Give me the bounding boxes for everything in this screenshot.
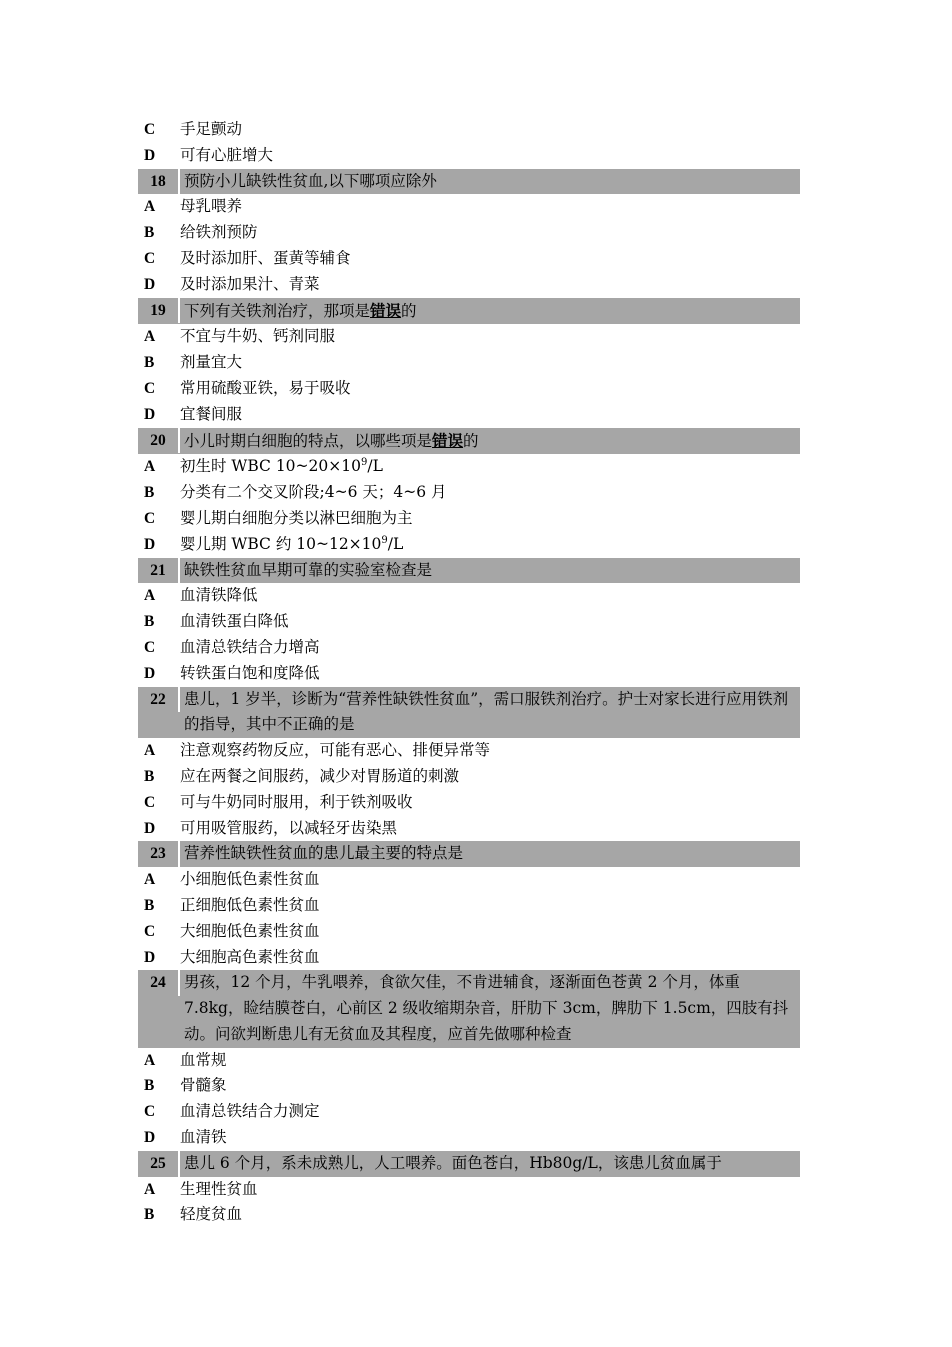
option-letter: C [144, 793, 156, 811]
question-row [138, 169, 800, 195]
option-text: 及时添加果汁、青菜 [180, 274, 320, 293]
option-text: 正细胞低色素性贫血 [180, 895, 320, 914]
option-text: 血清铁降低 [180, 586, 258, 605]
question-text: 患儿 6 个月，系未成熟儿，人工喂养。面色苍白，Hb80g/L，该患儿贫血属于 [184, 1153, 722, 1172]
option-letter: B [144, 1206, 155, 1224]
question-number: 23 [138, 841, 180, 867]
option-letter: D [144, 275, 156, 293]
option-row [138, 480, 800, 506]
text-segment: /L [387, 534, 404, 553]
question-row [138, 1151, 800, 1177]
question-text: 预防小儿缺铁性贫血,以下哪项应除外 [184, 171, 437, 190]
option-text: 婴儿期白细胞分类以淋巴细胞为主 [180, 508, 413, 527]
option-row [138, 1177, 800, 1203]
option-text: 血清铁蛋白降低 [180, 612, 289, 631]
option-letter: A [144, 328, 156, 346]
option-row [138, 376, 800, 402]
option-letter: D [144, 664, 156, 682]
option-letter: A [144, 587, 156, 605]
option-row [138, 1202, 800, 1228]
question-text: 男孩，12 个月，牛乳喂养，食欲欠佳，不肯进辅食，逐渐面色苍黄 2 个月，体重 7.8kg，睑结膜苍白，心前区 2 级收缩期杂音，肝肋下 3cm，脾肋下 1.5cm，四肢有抖动。问欲判断患儿有无贫血及其程度，应首先做哪种检查 [184, 973, 789, 1043]
option-text: 转铁蛋白饱和度降低 [180, 663, 320, 682]
option-text: 生理性贫血 [180, 1179, 258, 1198]
superscript: 9 [381, 534, 388, 546]
option-row [138, 506, 800, 532]
option-row [138, 1099, 800, 1125]
option-letter: C [144, 121, 156, 138]
option-text [180, 454, 800, 480]
option-letter: C [144, 509, 156, 527]
option-letter: A [144, 1051, 156, 1069]
emphasis-text: 错误 [432, 430, 464, 450]
option-row [138, 635, 800, 661]
question-list [138, 117, 800, 1228]
option-text: 及时添加肝、蛋黄等辅食 [180, 248, 351, 267]
option-text: 注意观察药物反应，可能有恶心、排便异常等 [180, 741, 491, 760]
question-number: 25 [138, 1151, 180, 1177]
option-text: 骨髓象 [180, 1076, 227, 1095]
option-row [138, 454, 800, 480]
option-row [138, 324, 800, 350]
question-text [180, 428, 800, 455]
option-row [138, 583, 800, 609]
option-letter: C [144, 1103, 156, 1121]
text-segment: 初生时 WBC 10~20×10 [180, 457, 361, 476]
option-row [138, 919, 800, 945]
option-row [138, 738, 800, 764]
option-letter: B [144, 224, 155, 242]
question-row [138, 687, 800, 739]
option-letter: B [144, 1077, 155, 1095]
option-text: 可用吸管服药，以减轻牙齿染黑 [180, 818, 398, 837]
option-letter: A [144, 871, 156, 889]
option-letter: A [144, 458, 156, 476]
option-row [138, 532, 800, 558]
option-text: 小细胞低色素性贫血 [180, 870, 320, 889]
question-text [180, 298, 800, 325]
option-row [138, 246, 800, 272]
option-text: 应在两餐之间服药，减少对胃肠道的刺激 [180, 766, 460, 785]
option-letter: D [144, 535, 156, 553]
option-row [138, 350, 800, 376]
option-text: 可与牛奶同时服用，利于铁剂吸收 [180, 792, 413, 811]
option-letter: D [144, 146, 156, 164]
option-text: 血常规 [180, 1050, 227, 1069]
option-text: 母乳喂养 [180, 197, 243, 216]
option-text: 手足颤动 [180, 120, 243, 138]
question-text: 患儿，1 岁半，诊断为“营养性缺铁性贫血”，需口服铁剂治疗。护士对家长进行应用铁剂的指导，其中不正确的是 [184, 689, 789, 734]
question-row [138, 970, 800, 1047]
option-row [138, 790, 800, 816]
option-text: 常用硫酸亚铁，易于吸收 [180, 378, 351, 397]
option-row [138, 867, 800, 893]
option-letter: C [144, 638, 156, 656]
text-segment: 的 [463, 431, 479, 450]
option-text: 剂量宜大 [180, 353, 243, 372]
superscript: 9 [360, 457, 368, 469]
option-row [138, 220, 800, 246]
question-number: 20 [138, 428, 180, 454]
option-letter: A [144, 198, 156, 216]
option-text: 可有心脏增大 [180, 145, 274, 164]
option-text: 轻度贫血 [180, 1205, 243, 1224]
option-text: 宜餐间服 [180, 404, 243, 423]
option-row [138, 609, 800, 635]
option-row [138, 402, 800, 428]
question-row [138, 558, 800, 584]
option-letter: A [144, 742, 156, 760]
option-row [138, 143, 800, 169]
option-row [138, 661, 800, 687]
option-letter: B [144, 354, 155, 372]
option-letter: C [144, 249, 156, 267]
option-row [138, 893, 800, 919]
question-row [138, 428, 800, 455]
option-letter: C [144, 922, 156, 940]
text-segment: 小儿时期白细胞的特点，以哪些项是 [184, 431, 433, 450]
option-row [138, 1125, 800, 1151]
option-row [138, 945, 800, 971]
text-segment: 婴儿期 WBC 约 10~12×10 [180, 534, 382, 553]
option-letter: C [144, 379, 156, 397]
option-text: 血清总铁结合力测定 [180, 1102, 320, 1121]
text-segment: 下列有关铁剂治疗，那项是 [184, 301, 371, 320]
option-text: 血清铁 [180, 1128, 227, 1147]
option-letter: D [144, 819, 156, 837]
option-letter: B [144, 613, 155, 631]
option-letter: B [144, 484, 155, 502]
option-text: 不宜与牛奶、钙剂同服 [180, 327, 336, 346]
question-row [138, 841, 800, 867]
question-number: 24 [138, 970, 180, 996]
option-text: 分类有二个交叉阶段;4~6 天；4~6 月 [180, 483, 447, 502]
option-letter: B [144, 767, 155, 785]
option-letter: B [144, 896, 155, 914]
option-row [138, 764, 800, 790]
option-text [180, 532, 800, 558]
option-letter: D [144, 1129, 156, 1147]
question-text: 营养性缺铁性贫血的患儿最主要的特点是 [184, 844, 464, 863]
option-text: 大细胞低色素性贫血 [180, 921, 320, 940]
option-letter: D [144, 405, 156, 423]
option-row [138, 1048, 800, 1074]
option-letter: D [144, 948, 156, 966]
option-row [138, 272, 800, 298]
option-text: 给铁剂预防 [180, 223, 258, 242]
question-text: 缺铁性贫血早期可靠的实验室检查是 [184, 560, 433, 579]
text-segment: 的 [401, 301, 417, 320]
option-row [138, 1073, 800, 1099]
option-text: 大细胞高色素性贫血 [180, 947, 320, 966]
emphasis-text: 错误 [370, 300, 402, 320]
question-number: 21 [138, 558, 180, 584]
option-row [138, 816, 800, 842]
text-segment: /L [367, 457, 383, 476]
option-text: 血清总铁结合力增高 [180, 637, 320, 656]
question-number: 18 [138, 169, 180, 195]
option-letter: A [144, 1180, 156, 1198]
question-number: 22 [138, 687, 180, 713]
option-row [138, 117, 800, 143]
question-number: 19 [138, 298, 180, 324]
question-row [138, 298, 800, 325]
option-row [138, 194, 800, 220]
